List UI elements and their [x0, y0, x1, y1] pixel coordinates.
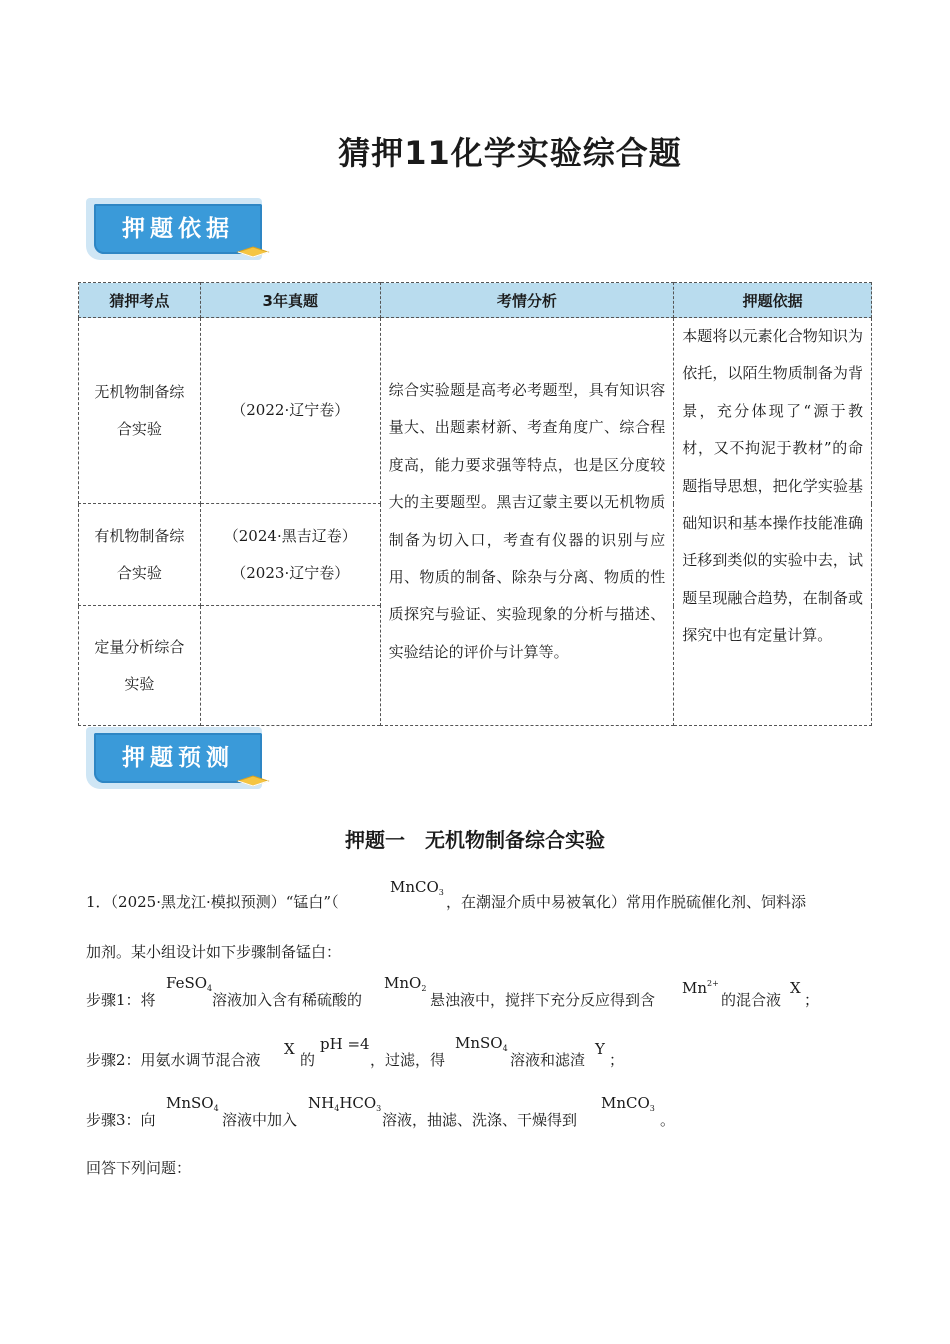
step-1-line: 溶液加入含有稀硫酸的	[212, 991, 363, 1009]
formula-mnso4: MnSO$_4$	[455, 1034, 508, 1053]
answer-prompt: 回答下列问题：	[86, 1159, 192, 1177]
basis-banner	[86, 198, 272, 266]
analysis-cell: 综合实验题是高考必考题型，具有知识容量大、出题素材新、考查角度广、综合程度高，能力要求强等特点，也是区分度较大的主要题型。黑吉辽蒙主要以无机物质制备为切入口，考查有仪器的识别与应用、物质的制备、除杂与分离、物质的性质探究与验证、实验现象的分析与描述、实验结论的评价与计算等。	[380, 318, 674, 726]
topic-cell	[79, 504, 201, 606]
topic-text: 定量分析综合实验	[94, 637, 185, 693]
exam-text: （2024·黑吉辽卷）	[223, 526, 357, 545]
step-3-line: 溶液，抽滤、洗涤、干燥得到	[382, 1111, 578, 1129]
step-2-line: ，过滤，得	[370, 1051, 446, 1069]
step-1-line: ；	[804, 991, 820, 1009]
step-2-line: 溶液和滤渣	[510, 1051, 586, 1069]
book-icon	[236, 773, 270, 787]
step-1-line: 悬浊液中，搅拌下充分反应得到含	[430, 991, 656, 1009]
step-3-line: 溶液中加入	[222, 1111, 298, 1129]
formula-y: Y	[595, 1040, 605, 1058]
topic-cell	[79, 318, 201, 504]
step-1-line: 步骤1：将	[86, 991, 156, 1009]
formula-mnso4: MnSO$_4$	[166, 1094, 219, 1113]
question-stem: ，在潮湿介质中易被氧化）常用作脱硫催化剂、饲料添	[446, 893, 807, 911]
step-2-line: 步骤2：用氨水调节混合液	[86, 1051, 261, 1069]
formula-nh4hco3: $NH_4HCO_3$	[308, 1094, 382, 1113]
exam-text: （2023·辽宁卷）	[231, 563, 350, 582]
header-basis: 押题依据	[674, 283, 872, 318]
step-2-line: 的	[300, 1051, 316, 1069]
formula-x: X	[284, 1040, 295, 1058]
question-line: 加剂。某小组设计如下步骤制备锰白：	[86, 943, 342, 961]
formula-x: X	[790, 979, 801, 997]
step-3-line: 。	[660, 1111, 676, 1129]
exam-cell	[200, 606, 380, 726]
exam-cell	[200, 504, 380, 606]
header-topic: 猜押考点	[79, 283, 201, 318]
question-line	[446, 891, 806, 912]
table-header-row	[79, 283, 872, 318]
page-title: 猜押11化学实验综合题	[338, 134, 682, 172]
question-stem: 1．（2025·黑龙江·模拟预测）“锰白”（	[86, 893, 339, 911]
banner-label: 押题预测	[122, 745, 234, 771]
question-line	[86, 891, 339, 912]
forecast-banner	[86, 727, 272, 795]
basis-table	[78, 282, 872, 726]
formula-ph: pH =4	[320, 1035, 370, 1053]
formula-mnco3: MnCO$_3$	[601, 1094, 655, 1113]
topic-text: 有机物制备综合实验	[94, 526, 185, 582]
topic-cell	[79, 606, 201, 726]
table-row	[79, 318, 872, 504]
step-3-line: 步骤3：向	[86, 1111, 156, 1129]
formula-mn2: $Mn^{2+}$	[682, 979, 719, 997]
book-icon	[236, 244, 270, 258]
step-2-line: ；	[609, 1051, 625, 1069]
step-1-line: 的混合液	[721, 991, 782, 1009]
header-analysis: 考情分析	[380, 283, 674, 318]
exam-cell	[200, 318, 380, 504]
banner-label: 押题依据	[122, 216, 234, 242]
formula-mno2: MnO$_2$	[384, 974, 427, 993]
section-title: 押题一 无机物制备综合实验	[345, 828, 605, 852]
formula-mnco3: MnCO$_3$	[390, 878, 444, 897]
basis-cell: 本题将以元素化合物知识为依托，以陌生物质制备为背景，充分体现了“源于教材，又不拘泥于教材”的命题指导思想，把化学实验基础知识和基本操作技能准确迁移到类似的实验中去，试题呈现融合趋势，在制备或探究中也有定量计算。	[674, 318, 872, 726]
exam-text: （2022·辽宁卷）	[231, 401, 350, 419]
topic-text: 无机物制备综合实验	[94, 382, 185, 438]
header-exams: 3年真题	[200, 283, 380, 318]
formula-feso4: FeSO$_4$	[166, 974, 213, 993]
